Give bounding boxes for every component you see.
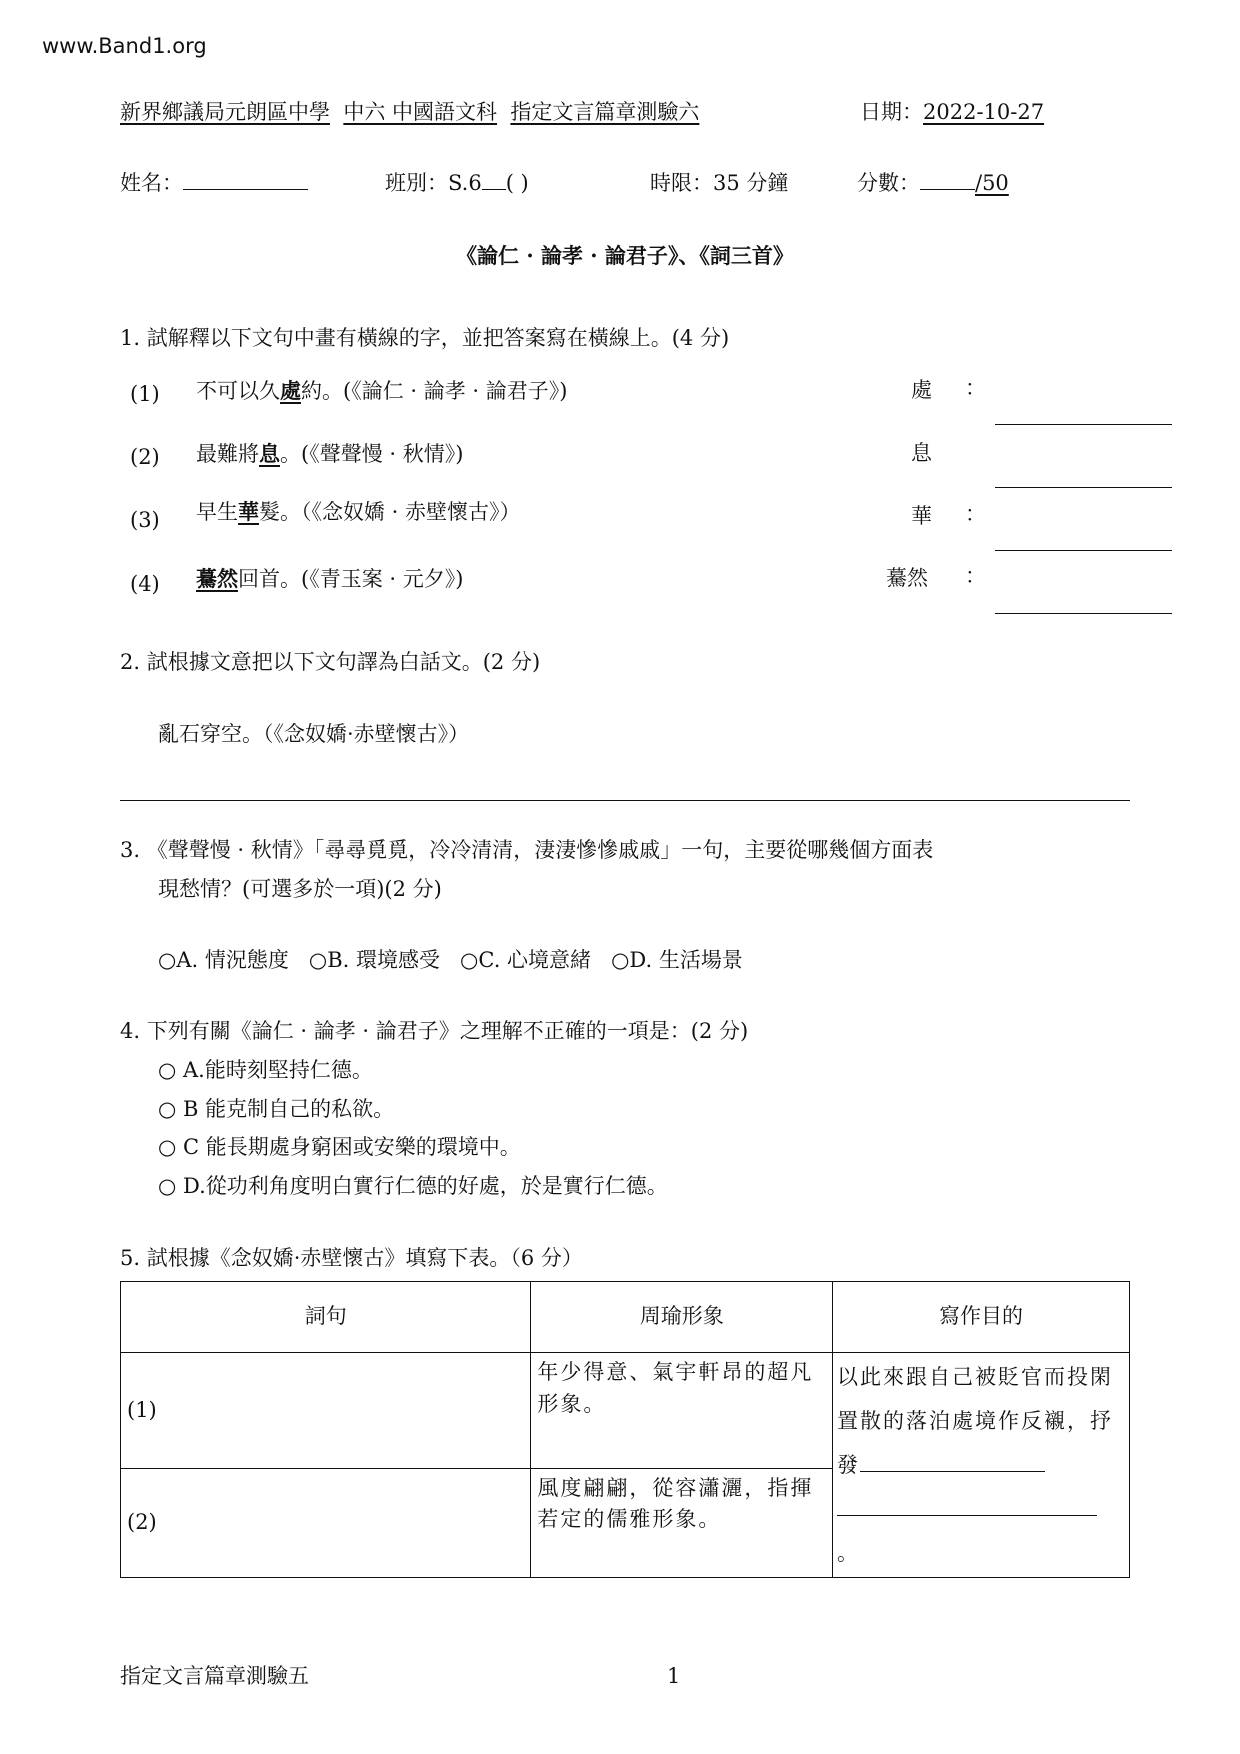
- q1-answer-label: 驀然: [886, 566, 928, 590]
- q3-option-d[interactable]: ○D. 生活場景: [611, 948, 743, 972]
- name-blank[interactable]: [183, 171, 308, 190]
- row-number: (1): [127, 1397, 157, 1422]
- q3-option-c[interactable]: ○C. 心境意緒: [460, 948, 592, 972]
- purpose-blank[interactable]: [860, 1453, 1045, 1472]
- q1-item-no: (4): [130, 572, 160, 596]
- row1-lines-cell[interactable]: [121, 1353, 531, 1469]
- exam-title: 《論仁 · 論孝 · 論君子》、《詞三首》: [456, 243, 794, 268]
- class-field[interactable]: [385, 171, 529, 196]
- class-label: 班別：S.6: [385, 171, 482, 195]
- q1-answer-label: 息: [911, 441, 932, 465]
- q4-option-d[interactable]: ○ D.從功利角度明白實行仁德的好處，於是實行仁德。: [158, 1174, 668, 1198]
- q1-answer-line[interactable]: [995, 550, 1172, 551]
- q1-answer-line[interactable]: [995, 613, 1172, 614]
- q1-item-no: (3): [130, 508, 160, 532]
- row1-image: 年少得意、氣宇軒昂的超凡形象。: [531, 1353, 833, 1469]
- school-name: 新界鄉議局元朗區中學: [120, 100, 330, 124]
- q2-quote: 亂石穿空。（《念奴嬌·赤壁懷古》）: [158, 722, 470, 746]
- colon: ：: [965, 376, 986, 400]
- form-subject: 中六 中國語文科: [343, 100, 498, 124]
- name-field[interactable]: [120, 171, 308, 196]
- name-label: 姓名：: [120, 171, 183, 195]
- purpose-text: 以此來跟自己被貶官而投閑置散的落泊處境作反襯，抒發: [837, 1365, 1114, 1478]
- header-image: 周瑜形象: [531, 1282, 833, 1353]
- q1-item-text: 不可以久處約。(《論仁 · 論孝 · 論君子》): [196, 378, 568, 403]
- q5-table: [120, 1281, 1130, 1578]
- row-number: (2): [127, 1510, 157, 1535]
- q5-stem: 5. 試根據《念奴嬌·赤壁懷古》填寫下表。（6 分）: [120, 1246, 583, 1270]
- q2-answer-line[interactable]: [120, 800, 1130, 801]
- q1-stem: 1. 試解釋以下文句中畫有橫線的字，並把答案寫在橫線上。(4 分): [120, 326, 730, 350]
- q1-answer-label: 華: [911, 504, 932, 528]
- q3-option-a[interactable]: ○A. 情況態度: [158, 948, 289, 972]
- footer-title: 指定文言篇章測驗五: [120, 1664, 309, 1688]
- q1-answer-label: 處: [911, 378, 932, 402]
- q1-item-no: (2): [130, 445, 160, 469]
- q4-option-a[interactable]: ○ A.能時刻堅持仁德。: [158, 1058, 373, 1082]
- purpose-blank-2[interactable]: [837, 1497, 1097, 1516]
- date-label: 日期：: [860, 100, 923, 124]
- q3-option-b[interactable]: ○B. 環境感受: [308, 948, 441, 972]
- colon: ：: [965, 564, 986, 588]
- q1-item-text: 最難將息。(《聲聲慢 · 秋情》): [196, 441, 464, 466]
- score-blank[interactable]: [920, 171, 975, 190]
- row2-lines-cell[interactable]: [121, 1468, 531, 1578]
- date-value: 2022-10-27: [923, 100, 1045, 124]
- class-number: ( ): [505, 171, 529, 195]
- test-name: 指定文言篇章測驗六: [510, 100, 700, 124]
- q4-option-c[interactable]: ○ C 能長期處身窮困或安樂的環境中。: [158, 1135, 521, 1159]
- date: [860, 100, 1044, 125]
- q4-option-b[interactable]: ○ B 能克制自己的私欲。: [158, 1097, 395, 1121]
- q1-item-text: 早生華髮。（《念奴嬌 · 赤壁懷古》）: [196, 499, 521, 524]
- q3-stem: 3. 《聲聲慢 · 秋情》「尋尋覓覓，冷冷清清，淒淒慘慘戚戚」一句，主要從哪幾個方面表: [120, 838, 934, 862]
- exam-header: [120, 100, 699, 125]
- site-watermark: www.Band1.org: [42, 34, 207, 58]
- q1-item-text: 驀然回首。(《青玉案 · 元夕》): [196, 566, 464, 591]
- colon: ：: [965, 502, 986, 526]
- q2-stem: 2. 試根據文意把以下文句譯為白話文。(2 分): [120, 650, 541, 674]
- page-number: 1: [667, 1664, 681, 1688]
- time-limit: 時限：35 分鐘: [650, 171, 789, 195]
- score-label: 分數：: [857, 171, 920, 195]
- row2-image: 風度翩翩，從容瀟灑，指揮若定的儒雅形象。: [531, 1468, 833, 1578]
- q1-answer-line[interactable]: [995, 424, 1172, 425]
- q3-options: [158, 948, 743, 973]
- score-total: /50: [975, 171, 1009, 195]
- q1-item-no: (1): [130, 382, 160, 406]
- class-blank[interactable]: [482, 171, 506, 190]
- q1-answer-line[interactable]: [995, 487, 1172, 488]
- q4-stem: 4. 下列有關《論仁 · 論孝 · 論君子》之理解不正確的一項是：(2 分): [120, 1019, 749, 1043]
- header-purpose: 寫作目的: [833, 1282, 1130, 1353]
- purpose-cell[interactable]: 以此來跟自己被貶官而投閑置散的落泊處境作反襯，抒發 。: [833, 1353, 1130, 1578]
- q3-stem-cont: 現愁情？(可選多於一項)(2 分): [158, 877, 442, 901]
- score-field[interactable]: [857, 171, 1009, 196]
- header-lines: 詞句: [121, 1282, 531, 1353]
